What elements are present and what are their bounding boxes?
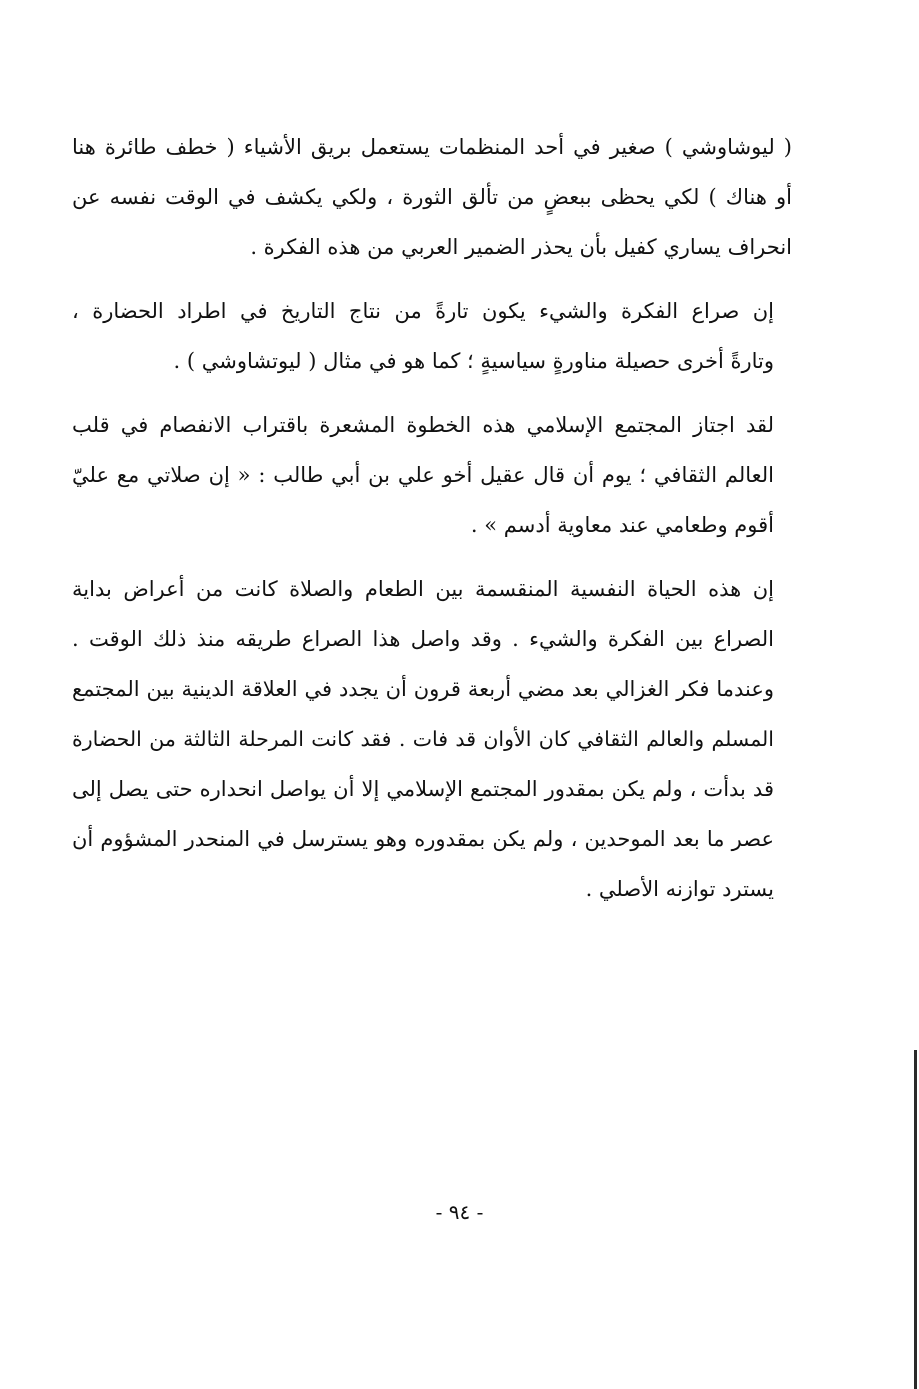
paragraph-2 xyxy=(72,286,792,386)
scan-edge-shadow xyxy=(914,1050,917,1389)
text-line: وعندما فكر الغزالي بعد مضي أربعة قرون أن يجدد في العلاقة الدينية بين المجتمع xyxy=(72,677,774,701)
text-line: إن صراع الفكرة والشيء يكون تارةً من نتاج التاريخ في اطراد الحضارة ، xyxy=(72,299,774,323)
text-line: المسلم والعالم الثقافي كان الأوان قد فات . فقد كانت المرحلة الثالثة من الحضارة xyxy=(72,727,774,751)
paragraph-4 xyxy=(72,564,792,914)
text-line: أو هناك ) لكي يحظى ببعضٍ من تألق الثورة ، ولكي يكشف في الوقت نفسه عن xyxy=(72,185,792,209)
text-line: الصراع بين الفكرة والشيء . وقد واصل هذا الصراع طريقه منذ ذلك الوقت . xyxy=(72,627,774,651)
paragraph-1 xyxy=(72,122,792,272)
text-line: وتارةً أخرى حصيلة مناورةٍ سياسيةٍ ؛ كما هو في مثال ( ليوتشاوشي ) . xyxy=(173,349,774,373)
text-line: قد بدأت ، ولم يكن بمقدور المجتمع الإسلامي إلا أن يواصل انحداره حتى يصل إلى xyxy=(72,777,774,801)
text-line: ( ليوشاوشي ) صغير في أحد المنظمات يستعمل بريق الأشياء ( خطف طائرة هنا xyxy=(72,135,792,159)
paragraph-3 xyxy=(72,400,792,550)
text-line: العالم الثقافي ؛ يوم أن قال عقيل أخو علي بن أبي طالب : « إن صلاتي مع عليّ xyxy=(72,463,774,487)
page-number: - ٩٤ - xyxy=(435,1200,484,1224)
text-line: لقد اجتاز المجتمع الإسلامي هذه الخطوة المشعرة باقتراب الانفصام في قلب xyxy=(72,413,774,437)
text-line: يسترد توازنه الأصلي . xyxy=(585,877,774,901)
text-line: إن هذه الحياة النفسية المنقسمة بين الطعام والصلاة كانت من أعراض بداية xyxy=(72,577,774,601)
text-line: انحراف يساري كفيل بأن يحذر الضمير العربي من هذه الفكرة . xyxy=(250,235,792,259)
text-line: عصر ما بعد الموحدين ، ولم يكن بمقدوره وهو يسترسل في المنحدر المشؤوم أن xyxy=(72,827,774,851)
text-line: أقوم وطعامي عند معاوية أدسم » . xyxy=(470,513,774,537)
body-text xyxy=(72,122,792,928)
